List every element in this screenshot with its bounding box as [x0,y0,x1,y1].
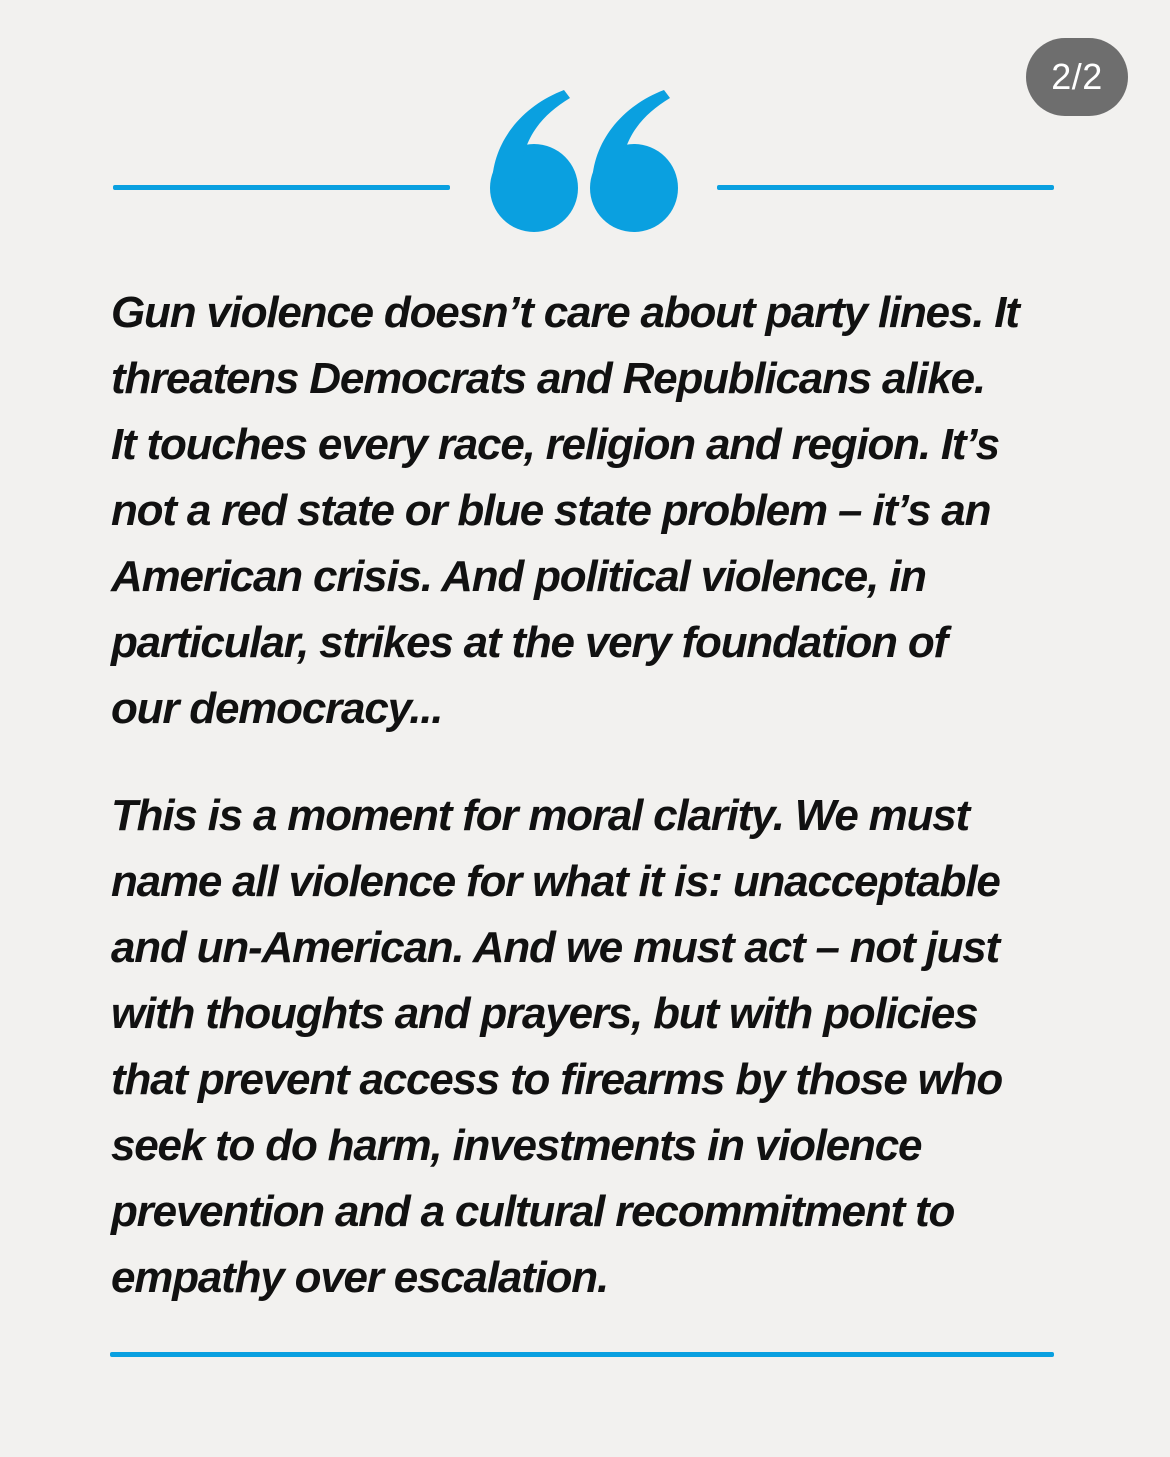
quote-mark-left [490,90,578,232]
divider-right [717,185,1054,190]
divider-left [113,185,450,190]
divider-bottom [110,1352,1054,1357]
quote-mark-right [590,90,678,232]
quote-paragraph-1: Gun violence doesn’t care about party lines. It threatens Democrats and Republicans alike. It touches every race, religion and region. It’s not a red state or blue state problem – it’s an American crisis. And political violence, in particular, strikes at the very foundation of our democracy... [111,288,1019,733]
page-counter-badge: 2/2 [1026,38,1128,116]
quote-paragraph-2: This is a moment for moral clarity. We must name all violence for what it is: unacceptable and un-American. And we must act – not just with thoughts and prayers, but with policies that prevent access to firearms by those who seek to do harm, investments in violence prevention and a cultural recommitment to empathy over escalation. [111,791,1003,1302]
opening-quotation-mark-icon [488,88,680,232]
